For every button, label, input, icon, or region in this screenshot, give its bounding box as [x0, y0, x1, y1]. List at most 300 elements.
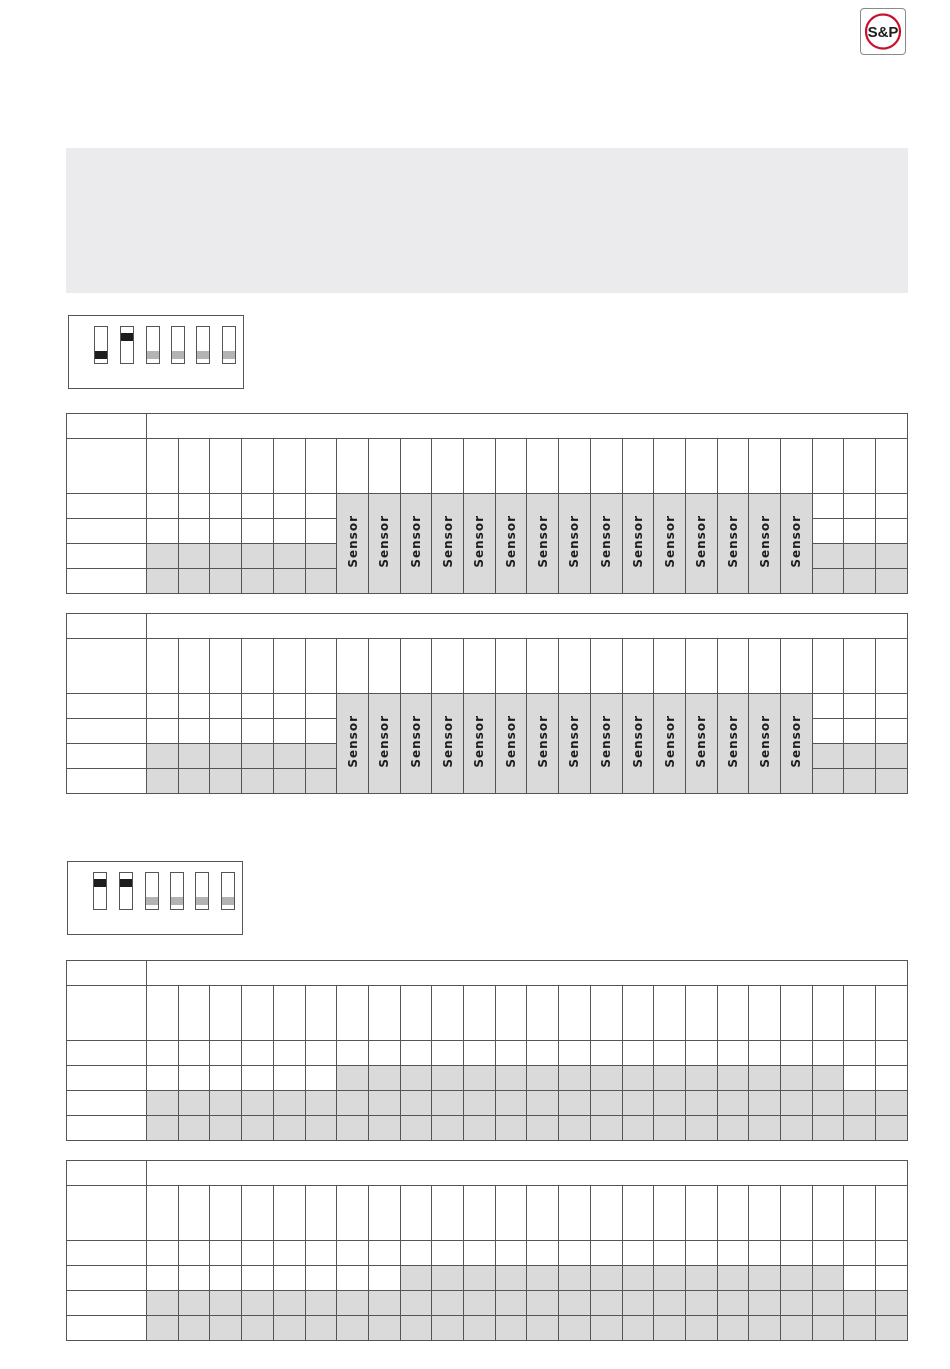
table-cell [559, 986, 591, 1041]
table-cell [337, 439, 369, 494]
dip-switch-4 [170, 872, 184, 910]
table-cell [305, 1316, 337, 1341]
table-row [67, 1316, 908, 1341]
table-cell [400, 1186, 432, 1241]
table-cell [495, 1066, 527, 1091]
row-label-cell [67, 1041, 147, 1066]
sensor-cell [495, 494, 527, 594]
table-cell [147, 694, 179, 719]
table-cell [178, 1091, 210, 1116]
table-cell [305, 719, 337, 744]
table-cell [305, 694, 337, 719]
table-cell [654, 1266, 686, 1291]
table-cell [749, 1266, 781, 1291]
table-cell [590, 1091, 622, 1116]
sensor-label: Sensor [630, 515, 645, 568]
row-label-cell [67, 439, 147, 494]
table-cell [147, 569, 179, 594]
sensor-label: Sensor [599, 715, 614, 768]
sensor-cell [432, 694, 464, 794]
table-cell [242, 1316, 274, 1341]
table-row [67, 1241, 908, 1266]
table-cell [305, 439, 337, 494]
table-cell [210, 1116, 242, 1141]
table-cell [527, 639, 559, 694]
table-cell [273, 1316, 305, 1341]
table-cell [622, 1241, 654, 1266]
sensor-label: Sensor [345, 715, 360, 768]
table-cell [781, 639, 813, 694]
sensor-cell [781, 494, 813, 594]
sensor-cell [717, 494, 749, 594]
sensor-cell [749, 494, 781, 594]
table-cell [527, 1091, 559, 1116]
table-cell [464, 1316, 496, 1341]
sensor-label: Sensor [408, 515, 423, 568]
table-cell [210, 1291, 242, 1316]
table-header-row [67, 961, 908, 986]
table-cell [876, 694, 908, 719]
table-cell [368, 1291, 400, 1316]
table-cell [844, 1241, 876, 1266]
table-cell [464, 1266, 496, 1291]
row-label-cell [67, 519, 147, 544]
table-cell [305, 494, 337, 519]
table-cell [432, 1091, 464, 1116]
table-cell [812, 1241, 844, 1266]
table-cell [559, 1041, 591, 1066]
table-header-cell [147, 414, 908, 439]
table-cell [337, 1316, 369, 1341]
table-cell [273, 1186, 305, 1241]
table-cell [876, 1116, 908, 1141]
table-cell [749, 1091, 781, 1116]
table-cell [178, 1291, 210, 1316]
table-cell [210, 719, 242, 744]
table-cell [368, 1116, 400, 1141]
dip-switch-1 [94, 326, 108, 364]
table-cell [210, 439, 242, 494]
dip-switch-3 [145, 872, 159, 910]
row-label-cell [67, 744, 147, 769]
dip-switch-2 [120, 326, 134, 364]
table-cell [844, 639, 876, 694]
table-cell [812, 519, 844, 544]
row-label-cell [67, 769, 147, 794]
sensor-label: Sensor [504, 715, 519, 768]
table-cell [654, 639, 686, 694]
table-cell [464, 1186, 496, 1241]
table-cell [178, 986, 210, 1041]
table-cell [590, 1241, 622, 1266]
table-cell [147, 1186, 179, 1241]
table-cell [590, 1291, 622, 1316]
table-cell [717, 439, 749, 494]
table-cell [337, 986, 369, 1041]
table-cell [812, 494, 844, 519]
row-label-cell [67, 494, 147, 519]
table-cell [685, 986, 717, 1041]
table-cell [147, 439, 179, 494]
table-cell [876, 1241, 908, 1266]
table-cell [368, 639, 400, 694]
table-cell [178, 1186, 210, 1241]
sensor-cell [400, 694, 432, 794]
table-cell [622, 986, 654, 1041]
table-cell [242, 1041, 274, 1066]
table-cell [147, 1041, 179, 1066]
table-cell [242, 519, 274, 544]
table-row [67, 494, 908, 519]
table-cell [495, 439, 527, 494]
sensor-label: Sensor [472, 715, 487, 768]
row-label-cell [67, 414, 147, 439]
table-cell [495, 1266, 527, 1291]
table-header-row [67, 614, 908, 639]
row-label-cell [67, 544, 147, 569]
sensor-label: Sensor [694, 515, 709, 568]
table-cell [273, 769, 305, 794]
sensor-cell [622, 494, 654, 594]
table-cell [812, 1116, 844, 1141]
table-cell [622, 1091, 654, 1116]
table-cell [178, 1041, 210, 1066]
table-cell [337, 639, 369, 694]
table-cell [527, 986, 559, 1041]
svg-text:S&P: S&P [867, 24, 899, 41]
table-cell [781, 1116, 813, 1141]
table-cell [844, 1066, 876, 1091]
table-cell [590, 1066, 622, 1091]
table-cell [305, 986, 337, 1041]
table-cell [749, 1041, 781, 1066]
table-cell [685, 1316, 717, 1341]
table-cell [812, 1066, 844, 1091]
table-cell [147, 1091, 179, 1116]
table-cell [368, 986, 400, 1041]
table-cell [305, 1241, 337, 1266]
table-header-cell [147, 961, 908, 986]
table-cell [717, 1186, 749, 1241]
table-cell [781, 1186, 813, 1241]
table-cell [242, 1066, 274, 1091]
table-cell [147, 544, 179, 569]
table-cell [495, 1186, 527, 1241]
table-cell [210, 1091, 242, 1116]
table-cell [876, 544, 908, 569]
table-cell [368, 1091, 400, 1116]
table-cell [685, 1266, 717, 1291]
table-cell [147, 1266, 179, 1291]
table-cell [242, 569, 274, 594]
table-cell [210, 494, 242, 519]
table-cell [590, 1041, 622, 1066]
table-cell [717, 639, 749, 694]
sensor-label: Sensor [567, 515, 582, 568]
sensor-cell [495, 694, 527, 794]
table-cell [685, 1291, 717, 1316]
table-cell [781, 1041, 813, 1066]
row-label-cell [67, 986, 147, 1041]
table-cell [622, 1116, 654, 1141]
table-cell [273, 1241, 305, 1266]
table-cell [305, 544, 337, 569]
table-cell [147, 519, 179, 544]
table-cell [305, 639, 337, 694]
table-cell [400, 986, 432, 1041]
table-cell [147, 1066, 179, 1091]
sensor-label: Sensor [440, 515, 455, 568]
table-cell [305, 519, 337, 544]
table-cell [876, 519, 908, 544]
config-table-1 [66, 413, 908, 594]
sensor-label: Sensor [662, 715, 677, 768]
dip-switch-5 [195, 872, 209, 910]
table-cell [876, 639, 908, 694]
table-cell [781, 1066, 813, 1091]
table-cell [654, 1241, 686, 1266]
table-row [67, 986, 908, 1041]
table-cell [464, 1241, 496, 1266]
sensor-cell [337, 494, 369, 594]
table-cell [210, 769, 242, 794]
table-cell [273, 986, 305, 1041]
table-cell [337, 1266, 369, 1291]
sensor-cell [464, 694, 496, 794]
table-cell [305, 1066, 337, 1091]
sensor-label: Sensor [630, 715, 645, 768]
table-cell [559, 439, 591, 494]
sensor-cell [685, 694, 717, 794]
table-cell [337, 1186, 369, 1241]
row-label-cell [67, 961, 147, 986]
sensor-label: Sensor [567, 715, 582, 768]
table-row [67, 1186, 908, 1241]
table-cell [844, 1186, 876, 1241]
sensor-cell [590, 694, 622, 794]
table-cell [654, 439, 686, 494]
table-cell [400, 1116, 432, 1141]
table-cell [876, 569, 908, 594]
table-cell [717, 1116, 749, 1141]
table-row [67, 1116, 908, 1141]
row-label-cell [67, 1091, 147, 1116]
table-cell [147, 744, 179, 769]
table-cell [812, 1316, 844, 1341]
table-cell [812, 1091, 844, 1116]
table-cell [368, 1266, 400, 1291]
sensor-label: Sensor [408, 715, 423, 768]
table-cell [400, 1091, 432, 1116]
table-cell [559, 1291, 591, 1316]
table-cell [812, 639, 844, 694]
table-cell [178, 719, 210, 744]
dip-switch-2 [119, 872, 133, 910]
table-cell [527, 1116, 559, 1141]
table-cell [685, 1091, 717, 1116]
table-cell [749, 1116, 781, 1141]
table-cell [273, 1116, 305, 1141]
table-cell [844, 986, 876, 1041]
sensor-cell [527, 694, 559, 794]
row-label-cell [67, 1186, 147, 1241]
table-cell [305, 769, 337, 794]
table-cell [622, 439, 654, 494]
sensor-cell [337, 694, 369, 794]
table-cell [559, 1066, 591, 1091]
table-cell [685, 1241, 717, 1266]
table-cell [812, 1186, 844, 1241]
dip-switch-5 [196, 326, 210, 364]
sensor-cell [368, 694, 400, 794]
table-cell [527, 1266, 559, 1291]
table-cell [147, 1116, 179, 1141]
table-cell [812, 439, 844, 494]
table-cell [242, 1241, 274, 1266]
table-cell [876, 744, 908, 769]
table-cell [559, 1186, 591, 1241]
table-cell [147, 1316, 179, 1341]
table-cell [844, 1091, 876, 1116]
table-cell [844, 519, 876, 544]
table-cell [305, 744, 337, 769]
table-cell [368, 439, 400, 494]
sensor-label: Sensor [377, 515, 392, 568]
table-cell [337, 1241, 369, 1266]
sensor-label: Sensor [789, 515, 804, 568]
config-table-2 [66, 613, 908, 794]
table-cell [210, 1266, 242, 1291]
table-cell [273, 569, 305, 594]
table-cell [590, 639, 622, 694]
table-cell [717, 1041, 749, 1066]
table-cell [844, 494, 876, 519]
table-cell [495, 1116, 527, 1141]
table-cell [654, 1291, 686, 1316]
table-cell [305, 1266, 337, 1291]
table-cell [812, 569, 844, 594]
table-cell [432, 639, 464, 694]
table-cell [876, 986, 908, 1041]
table-cell [876, 1266, 908, 1291]
table-cell [305, 1291, 337, 1316]
sensor-label: Sensor [345, 515, 360, 568]
table-cell [178, 1066, 210, 1091]
sensor-cell [559, 494, 591, 594]
table-cell [178, 569, 210, 594]
table-cell [210, 694, 242, 719]
table-cell [844, 1116, 876, 1141]
sensor-label: Sensor [599, 515, 614, 568]
table-cell [400, 1241, 432, 1266]
table-cell [368, 1066, 400, 1091]
config-table-4 [66, 1160, 908, 1341]
row-label-cell [67, 1241, 147, 1266]
table-cell [654, 1186, 686, 1241]
table-cell [210, 986, 242, 1041]
table-cell [527, 1291, 559, 1316]
row-label-cell [67, 614, 147, 639]
table-cell [242, 986, 274, 1041]
table-cell [210, 639, 242, 694]
table-cell [495, 1091, 527, 1116]
table-cell [876, 439, 908, 494]
row-label-cell [67, 1161, 147, 1186]
table-cell [147, 769, 179, 794]
table-cell [717, 1266, 749, 1291]
table-cell [242, 1116, 274, 1141]
table-cell [495, 1316, 527, 1341]
table-cell [178, 1266, 210, 1291]
table-cell [273, 1066, 305, 1091]
table-cell [844, 719, 876, 744]
table-cell [305, 1186, 337, 1241]
table-cell [432, 1116, 464, 1141]
table-cell [273, 719, 305, 744]
table-cell [242, 1186, 274, 1241]
table-cell [178, 1116, 210, 1141]
table-cell [368, 1186, 400, 1241]
table-cell [812, 1291, 844, 1316]
table-cell [432, 1241, 464, 1266]
table-row [67, 694, 908, 719]
table-cell [717, 986, 749, 1041]
table-cell [622, 1316, 654, 1341]
table-cell [337, 1091, 369, 1116]
table-cell [210, 1241, 242, 1266]
table-cell [210, 544, 242, 569]
table-row [67, 1041, 908, 1066]
row-label-cell [67, 719, 147, 744]
table-cell [876, 1291, 908, 1316]
table-cell [242, 639, 274, 694]
table-cell [147, 986, 179, 1041]
table-cell [400, 1041, 432, 1066]
table-header-cell [147, 1161, 908, 1186]
table-cell [337, 1041, 369, 1066]
table-cell [812, 986, 844, 1041]
table-cell [273, 744, 305, 769]
dip-switch-block-1 [68, 315, 244, 389]
table-cell [273, 1041, 305, 1066]
table-cell [622, 1266, 654, 1291]
table-cell [717, 1291, 749, 1316]
sensor-label: Sensor [440, 715, 455, 768]
dip-switch-4 [171, 326, 185, 364]
table-cell [242, 439, 274, 494]
sensor-cell [685, 494, 717, 594]
table-header-row [67, 1161, 908, 1186]
table-cell [749, 1186, 781, 1241]
table-cell [844, 769, 876, 794]
table-cell [654, 1041, 686, 1066]
table-cell [812, 719, 844, 744]
table-cell [812, 544, 844, 569]
table-cell [844, 744, 876, 769]
table-row [67, 1291, 908, 1316]
table-cell [590, 1186, 622, 1241]
table-cell [273, 439, 305, 494]
table-cell [464, 1066, 496, 1091]
sp-logo-icon [861, 9, 905, 54]
sensor-cell [749, 694, 781, 794]
table-cell [812, 694, 844, 719]
table-cell [368, 1041, 400, 1066]
table-cell [781, 1241, 813, 1266]
table-cell [717, 1316, 749, 1341]
sensor-cell [654, 694, 686, 794]
table-cell [400, 1291, 432, 1316]
